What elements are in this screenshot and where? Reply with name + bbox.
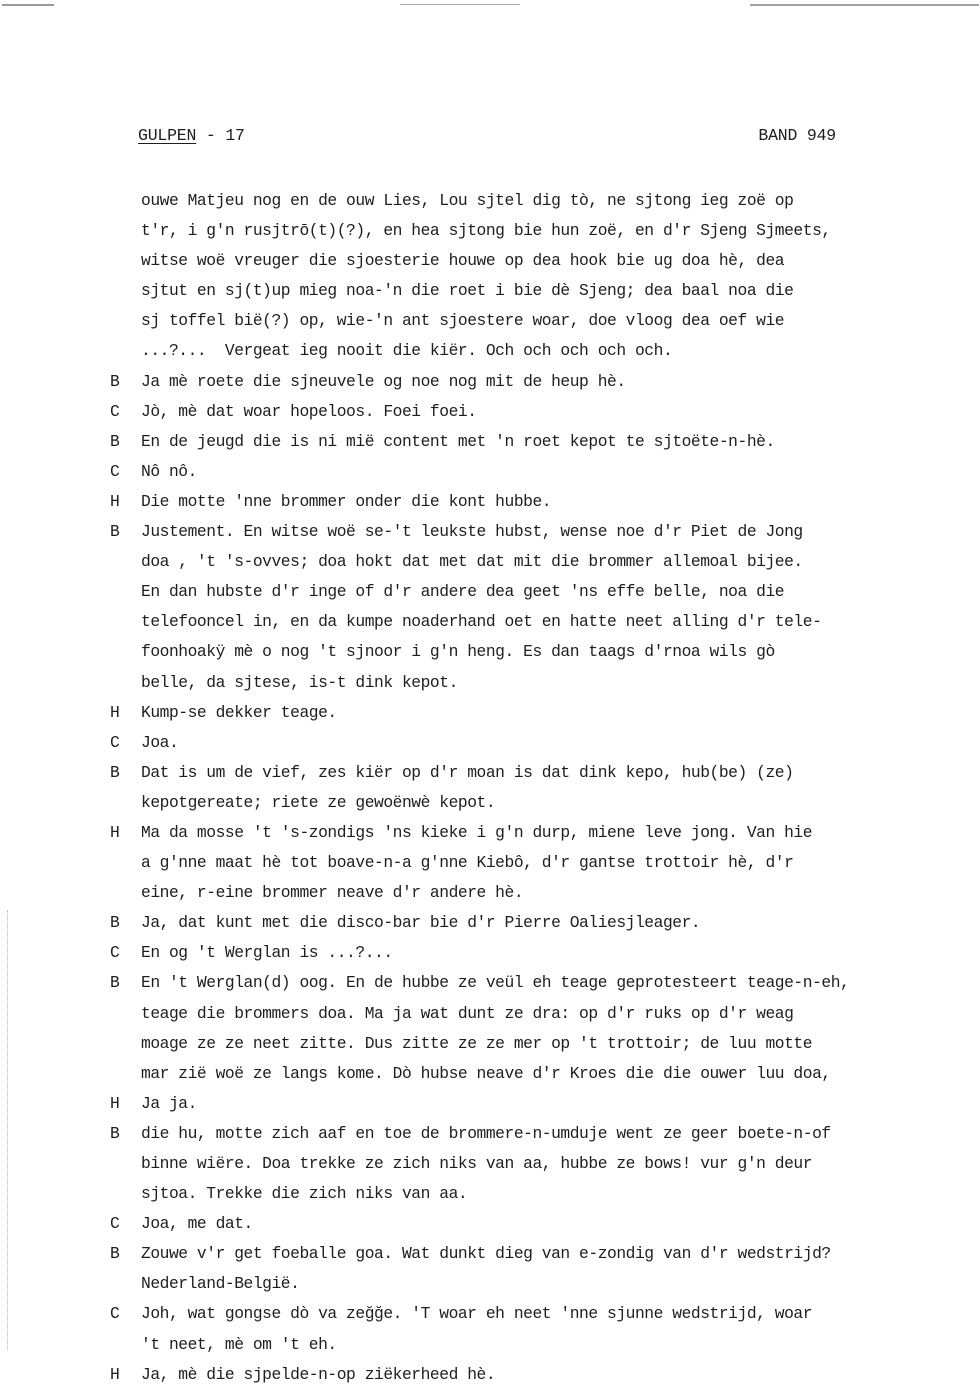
transcript-line xyxy=(106,427,926,457)
speaker-label: H xyxy=(110,1364,120,1384)
speaker-label: H xyxy=(110,1093,120,1113)
transcript-line xyxy=(106,547,926,577)
line-text: 't neet, mè om 't eh. xyxy=(141,1334,337,1354)
transcript-line xyxy=(106,367,926,397)
line-text: moage ze ze neet zitte. Dus zitte ze ze mer op 't trottoir; de luu motte xyxy=(141,1033,813,1053)
speaker-label: B xyxy=(110,762,120,782)
transcript-line xyxy=(106,186,926,216)
transcript-line xyxy=(106,1149,926,1179)
line-text: teage die brommers doa. Ma ja wat dunt ze dra: op d'r ruks op d'r weag xyxy=(141,1003,794,1023)
transcript-line xyxy=(106,246,926,276)
page-number: - 17 xyxy=(196,126,245,145)
transcript-line xyxy=(106,1179,926,1209)
line-text: Ja ja. xyxy=(141,1093,197,1113)
transcript-body xyxy=(106,186,926,1390)
speaker-label: C xyxy=(110,401,120,421)
transcript-line xyxy=(106,1360,926,1390)
transcript-line xyxy=(106,1209,926,1239)
page-location xyxy=(138,126,245,145)
transcript-line xyxy=(106,637,926,667)
line-text: telefooncel in, en da kumpe noaderhand oet en hatte neet alling d'r tele- xyxy=(141,612,822,632)
speaker-label: B xyxy=(110,1244,120,1264)
line-text: ouwe Matjeu nog en de ouw Lies, Lou sjtel dig tò, ne sjtong ieg zoë op xyxy=(141,191,794,210)
transcript-line xyxy=(106,607,926,637)
speaker-label: C xyxy=(110,461,120,481)
line-text: die hu, motte zich aaf en toe de brommere-n-umduje went ze geer boete-n-of xyxy=(141,1123,831,1143)
line-text: Nô nô. xyxy=(141,461,197,481)
speaker-label: H xyxy=(110,822,120,842)
page-header xyxy=(138,126,836,150)
transcript-line xyxy=(106,938,926,968)
speaker-label: B xyxy=(110,522,120,542)
transcript-line xyxy=(106,1269,926,1299)
band-number: BAND 949 xyxy=(758,126,836,145)
transcript-line xyxy=(106,1330,926,1360)
line-text: a g'nne maat hè tot boave-n-a g'nne Kiebô, d'r gantse trottoir hè, d'r xyxy=(141,853,794,873)
line-text: Joa. xyxy=(141,732,179,752)
transcript-line xyxy=(106,1029,926,1059)
scan-artifact xyxy=(2,4,54,6)
line-text: doa , 't 's-ovves; doa hokt dat met dat mit die brommer allemoal bijee. xyxy=(141,552,803,572)
line-text: Joh, wat gongse dò va zeğğe. 'T woar eh neet 'nne sjunne wedstrijd, woar xyxy=(141,1304,813,1324)
line-text: Justement. En witse woë se-'t leukste hubst, wense noe d'r Piet de Jong xyxy=(141,522,803,542)
speaker-label: B xyxy=(110,1123,120,1143)
line-text: Jò, mè dat woar hopeloos. Foei foei. xyxy=(141,401,477,421)
line-text: Zouwe v'r get foeballe goa. Wat dunkt dieg van e-zondig van d'r wedstrijd? xyxy=(141,1244,831,1264)
line-text: En de jeugd die is ni mië content met 'n roet kepot te sjtoëte-n-hè. xyxy=(141,431,775,451)
line-text: sj toffel bië(?) op, wie-'n ant sjoestere woar, doe vloog dea oef wie xyxy=(141,311,785,331)
transcript-line xyxy=(106,487,926,517)
place-name: GULPEN xyxy=(138,126,197,145)
transcript-line xyxy=(106,878,926,908)
line-text: Joa, me dat. xyxy=(141,1214,253,1234)
transcript-line xyxy=(106,216,926,246)
line-text: kepotgereate; riete ze gewoënwè kepot. xyxy=(141,792,496,812)
line-text: Nederland-België. xyxy=(141,1274,300,1294)
transcript-line xyxy=(106,848,926,878)
line-text: Die motte 'nne brommer onder die kont hubbe. xyxy=(141,491,552,511)
transcript-line xyxy=(106,1059,926,1089)
line-text: belle, da sjtese, is-t dink kepot. xyxy=(141,672,458,692)
scan-artifact xyxy=(400,4,520,5)
transcript-line xyxy=(106,1239,926,1269)
line-text: Ja, mè die sjpelde-n-op ziëkerheed hè. xyxy=(141,1364,496,1384)
transcript-line xyxy=(106,1299,926,1329)
line-text: En og 't Werglan is ...?... xyxy=(141,943,393,963)
line-text: Kump-se dekker teage. xyxy=(141,702,337,722)
transcript-line xyxy=(106,1089,926,1119)
line-text: Ma da mosse 't 's-zondigs 'ns kieke i g'n durp, miene leve jong. Van hie xyxy=(141,822,813,842)
line-text: witse woë vreuger die sjoesterie houwe op dea hook bie ug doa hè, dea xyxy=(141,251,785,271)
line-text: t'r, i g'n rusjtrō(t)(?), en hea sjtong bie hun zoë, en d'r Sjeng Sjmeets, xyxy=(141,221,831,241)
transcript-line xyxy=(106,577,926,607)
speaker-label: C xyxy=(110,1304,120,1324)
line-text: En 't Werglan(d) oog. En de hubbe ze veül eh teage geprotesteert teage-n-eh, xyxy=(141,973,850,993)
scan-artifact xyxy=(750,4,979,6)
transcript-line xyxy=(106,668,926,698)
transcript-line xyxy=(106,517,926,547)
transcript-line xyxy=(106,336,926,366)
transcript-line xyxy=(106,397,926,427)
transcript-line xyxy=(106,457,926,487)
speaker-label: B xyxy=(110,913,120,933)
transcript-line xyxy=(106,818,926,848)
transcript-line xyxy=(106,968,926,998)
line-text: Ja mè roete die sjneuvele og noe nog mit de heup hè. xyxy=(141,371,626,391)
line-text: sjtoa. Trekke die zich niks van aa. xyxy=(141,1184,468,1204)
speaker-label: B xyxy=(110,431,120,451)
speaker-label: C xyxy=(110,732,120,752)
line-text: ...?... Vergeat ieg nooit die kiër. Och och och och och. xyxy=(141,341,673,361)
line-text: foonhoakÿ mè o nog 't sjnoor i g'n heng. Es dan taags d'rnoa wils gò xyxy=(141,642,775,662)
line-text: sjtut en sj(t)up mieg noa-'n die roet i bie dè Sjeng; dea baal noa die xyxy=(141,281,794,301)
transcript-line xyxy=(106,698,926,728)
transcript-line xyxy=(106,1119,926,1149)
line-text: En dan hubste d'r inge of d'r andere dea geet 'ns effe belle, noa die xyxy=(141,582,785,602)
speaker-label: B xyxy=(110,973,120,993)
speaker-label: H xyxy=(110,491,120,511)
line-text: mar zië woë ze langs kome. Dò hubse neave d'r Kroes die die ouwer luu doa, xyxy=(141,1063,831,1083)
speaker-label: C xyxy=(110,943,120,963)
margin-mark xyxy=(7,910,9,1350)
transcript-line xyxy=(106,306,926,336)
transcript-line xyxy=(106,758,926,788)
speaker-label: B xyxy=(110,371,120,391)
transcript-line xyxy=(106,908,926,938)
transcript-line xyxy=(106,728,926,758)
speaker-label: H xyxy=(110,702,120,722)
line-text: Dat is um de vief, zes kiër op d'r moan is dat dink kepo, hub(be) (ze) xyxy=(141,762,794,782)
line-text: eine, r-eine brommer neave d'r andere hè. xyxy=(141,883,524,903)
speaker-label: C xyxy=(110,1214,120,1234)
transcript-line xyxy=(106,999,926,1029)
line-text: binne wiëre. Doa trekke ze zich niks van aa, hubbe ze bows! vur g'n deur xyxy=(141,1154,813,1173)
transcript-line xyxy=(106,276,926,306)
line-text: Ja, dat kunt met die disco-bar bie d'r Pierre Oaliesjleager. xyxy=(141,913,701,933)
transcript-line xyxy=(106,788,926,818)
